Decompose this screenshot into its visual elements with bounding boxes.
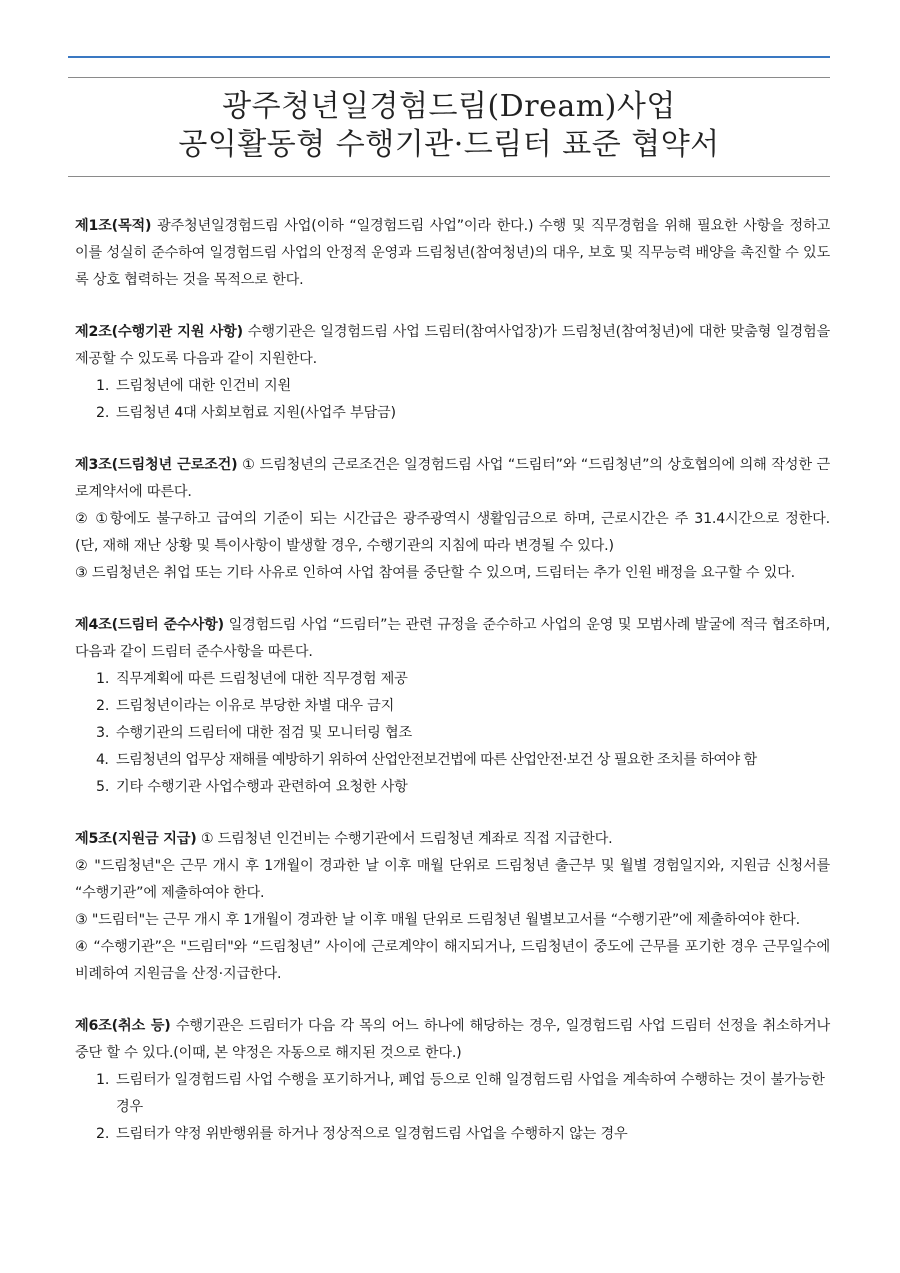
list-item: 2. 드림터가 약정 위반행위를 하거나 정상적으로 일경험드림 사업을 수행하지 않는 경우	[96, 1126, 628, 1142]
article-heading: 제6조(취소 등)	[75, 1018, 171, 1034]
article-list	[75, 666, 830, 801]
article-heading: 제1조(목적)	[75, 218, 152, 234]
list-item: 5. 기타 수행기관 사업수행과 관련하여 요청한 사항	[96, 779, 408, 795]
list-item: 2. 드림청년 4대 사회보험료 지원(사업주 부담금)	[96, 405, 396, 421]
list-item: 4. 드림청년의 업무상 재해를 예방하기 위하여 산업안전보건법에 따른 산업안전·보건 상 필요한 조치를 하여야 함	[96, 752, 757, 768]
article-2	[75, 319, 830, 427]
list-item: 1. 드림청년에 대한 인건비 지원	[96, 378, 291, 394]
title-line-2: 공익활동형 수행기관·드림터 표준 협약서	[178, 127, 720, 162]
list-item: 2. 드림청년이라는 이유로 부당한 차별 대우 금지	[96, 698, 395, 714]
article-text: 수행기관은 드림터가 다음 각 목의 어느 하나에 해당하는 경우, 일경험드림 사업 드림터 선정을 취소하거나 중단 할 수 있다.(이때, 본 약정은 자동으로 해지된 것으로 한다.)	[75, 1018, 830, 1061]
article-list	[75, 373, 830, 427]
top-blue-rule	[68, 56, 830, 58]
article-heading: 제3조(드림청년 근로조건)	[75, 457, 238, 473]
article-text: 일경험드림 사업 “드림터”는 관련 규정을 준수하고 사업의 운영 및 모범사례 발굴에 적극 협조하며, 다음과 같이 드림터 준수사항을 따른다.	[75, 617, 831, 660]
article-paragraph	[75, 452, 830, 506]
title-bottom-rule	[68, 176, 830, 177]
top-gray-rule	[68, 77, 830, 78]
agreement-body	[75, 213, 830, 1173]
article-paragraph: ③ 드림청년은 취업 또는 기타 사유로 인하여 사업 참여를 중단할 수 있으며, 드림터는 추가 인원 배정을 요구할 수 있다.	[75, 565, 795, 581]
article-paragraph: ④ “수행기관”은 "드림터"와 “드림청년” 사이에 근로계약이 해지되거나, 드림청년이 중도에 근무를 포기한 경우 근무일수에 비례하여 지원금을 산정·지급한다.	[75, 939, 830, 982]
article-1	[75, 213, 830, 294]
article-paragraph	[75, 826, 830, 853]
article-text: 광주청년일경험드림 사업(이하 “일경험드림 사업”이라 한다.) 수행 및 직무경험을 위해 필요한 사항을 정하고 이를 성실히 준수하여 일경험드림 사업의 안정적 운영과 드림청년(참여청년)의 대우, 보호 및 직무능력 배양을 촉진할 수 있도록 상호 협력하는 것을 목적으로 한다.	[75, 218, 830, 288]
article-paragraph	[75, 319, 830, 373]
article-list	[75, 1067, 830, 1148]
article-heading: 제5조(지원금 지급)	[75, 831, 197, 847]
article-5	[75, 826, 830, 988]
article-paragraph	[75, 1013, 830, 1067]
article-paragraph: ② "드림청년"은 근무 개시 후 1개월이 경과한 날 이후 매월 단위로 드림청년 출근부 및 월별 경험일지와, 지원금 신청서를 “수행기관”에 제출하여야 한다.	[75, 858, 830, 901]
article-text: ① 드림청년 인건비는 수행기관에서 드림청년 계좌로 직접 지급한다.	[200, 831, 613, 847]
article-heading: 제4조(드림터 준수사항)	[75, 617, 224, 633]
article-paragraph	[75, 612, 830, 666]
article-paragraph	[75, 213, 830, 294]
list-item: 3. 수행기관의 드림터에 대한 점검 및 모니터링 협조	[96, 725, 412, 741]
article-6	[75, 1013, 830, 1148]
article-text: ① 드림청년의 근로조건은 일경험드림 사업 “드림터”와 “드림청년”의 상호협의에 의해 작성한 근로계약서에 따른다.	[75, 457, 830, 500]
document-title	[68, 88, 830, 164]
article-paragraph: ③ "드림터"는 근무 개시 후 1개월이 경과한 날 이후 매월 단위로 드림청년 월별보고서를 “수행기관”에 제출하여야 한다.	[75, 912, 800, 928]
article-paragraph: ② ①항에도 불구하고 급여의 기준이 되는 시간급은 광주광역시 생활임금으로 하며, 근로시간은 주 31.4시간으로 정한다. (단, 재해 재난 상황 및 특이사항이 발생할 경우, 수행기관의 지침에 따라 변경될 수 있다.)	[75, 511, 830, 554]
list-item: 1. 드림터가 일경험드림 사업 수행을 포기하거나, 폐업 등으로 인해 일경험드림 사업을 계속하여 수행하는 것이 불가능한 경우	[96, 1072, 825, 1115]
article-4	[75, 612, 830, 801]
list-item: 1. 직무계획에 따른 드림청년에 대한 직무경험 제공	[96, 671, 408, 687]
article-heading: 제2조(수행기관 지원 사항)	[75, 324, 243, 340]
title-line-1: 광주청년일경험드림(Dream)사업	[222, 89, 676, 124]
article-text: 수행기관은 일경험드림 사업 드림터(참여사업장)가 드림청년(참여청년)에 대한 맞춤형 일경험을 제공할 수 있도록 다음과 같이 지원한다.	[75, 324, 831, 367]
article-3	[75, 452, 830, 587]
